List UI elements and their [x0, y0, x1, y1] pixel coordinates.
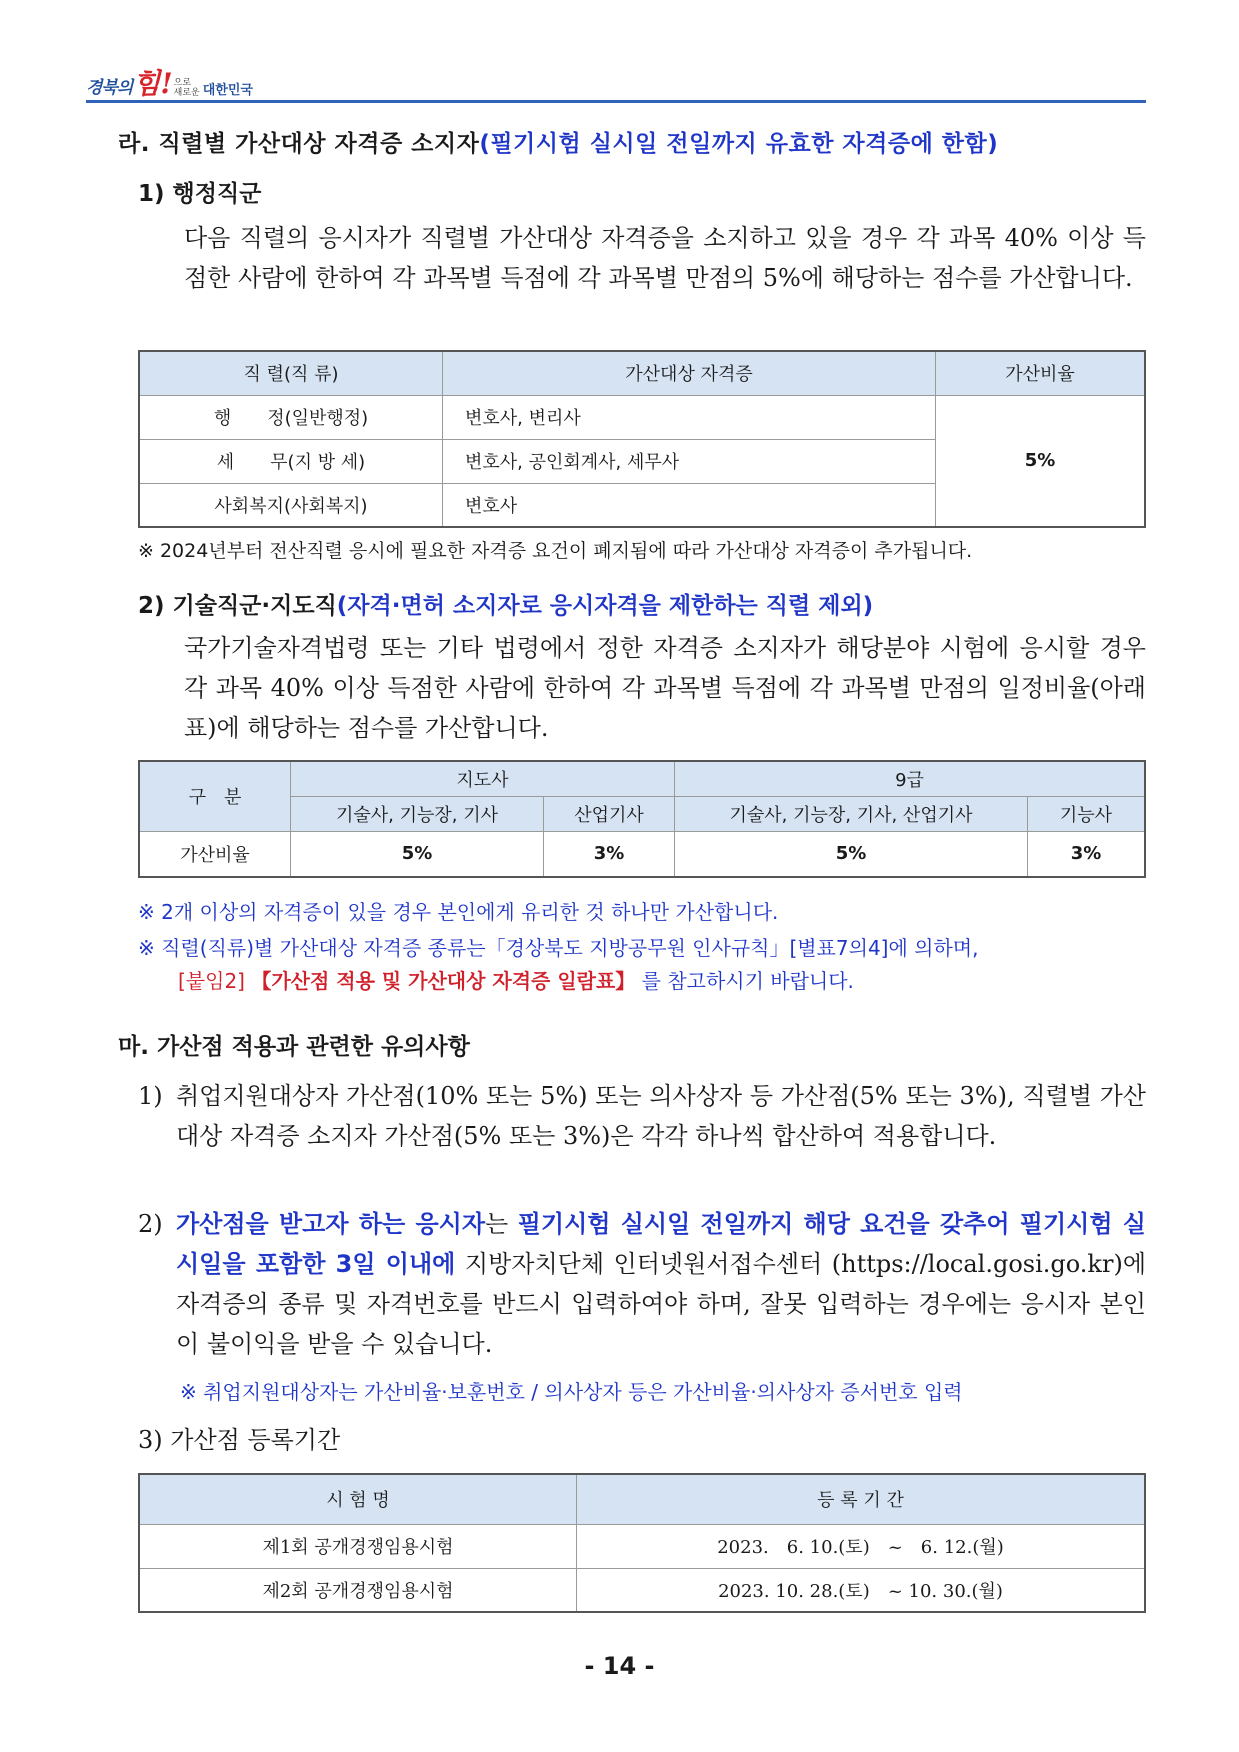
ma-item2: 가산점을 받고자 하는 응시자는 필기시험 실시일 전일까지 해당 요건을 갖추어 필기시험 실시일을 포함한 3일 이내에 지방자치단체 인터넷원서접수센터 (https://local.gosi.go.kr)에 자격증의 종류 및 자격번호를 반드시 입력하여야 하며, 잘못 입력하는 경우에는 응시자 본인이 불이익을 받을 수 있습니다.: [176, 1210, 1146, 1358]
registration-period-table: [138, 1473, 1146, 1613]
header-divider: [86, 100, 1146, 103]
sub1-note: ※ 2024년부터 전산직렬 응시에 필요한 자격증 요건이 폐지됨에 따라 가산대상 자격증이 추가됩니다.: [138, 540, 973, 562]
sub2-paragraph: 국가기술자격법령 또는 기타 법령에서 정한 자격증 소지자가 해당분야 시험에 응시할 경우 각 과목 40% 이상 득점한 사람에 한하여 각 과목별 득점에 각 과목별 만점의 일정비율(아래 표)에 해당하는 점수를 가산합니다.: [184, 634, 1146, 742]
logo-exclaim: 힘!: [133, 67, 173, 100]
page-number: - 14 -: [584, 1652, 655, 1680]
group-header-grade9: 9급: [675, 761, 1146, 796]
table-row: 제1회 공개경쟁임용시험 2023. 6. 10.(토) ~ 6. 12.(월): [139, 1524, 1145, 1568]
col-header-series: 직 렬(직 류): [139, 351, 443, 395]
sub2-note1: ※ 2개 이상의 자격증이 있을 경우 본인에게 유리한 것 하나만 가산합니다.: [138, 900, 779, 924]
section-ra-title: 라. 직렬별 가산대상 자격증 소지자(필기시험 실시일 전일까지 유효한 자격증에 한함): [118, 131, 999, 157]
sub1-title: 1) 행정직군: [138, 181, 262, 207]
logo-script-text: 경북의: [86, 78, 133, 98]
section-ma-title: 마. 가산점 적용과 관련한 유의사항: [118, 1034, 470, 1060]
col-header-rate: 가산비율: [936, 351, 1146, 395]
col-header-period: 등 록 기 간: [577, 1474, 1146, 1524]
admin-cert-table: [138, 350, 1146, 528]
col-header-exam: 시 험 명: [139, 1474, 577, 1524]
sub1-paragraph: 다음 직렬의 응시자가 직렬별 가산대상 자격증을 소지하고 있을 경우 각 과목 40% 이상 득점한 사람에 한하여 각 과목별 득점에 각 과목별 만점의 5%에 해당하는 점수를 가산합니다.: [184, 224, 1146, 292]
table-row: 제2회 공개경쟁임용시험 2023. 10. 28.(토) ~ 10. 30.(월): [139, 1568, 1145, 1612]
corner-header: 구 분: [139, 761, 291, 831]
tech-cert-table: 구 분 지도사 9급 기술사, 기능장, 기사 산업기사 기술사, 기능장, 기사, 산업기사 기능사 가산비율 5% 3% 5% 3%: [138, 760, 1146, 878]
rate-cell: 5%: [936, 395, 1146, 527]
group-header-guide: 지도사: [291, 761, 675, 796]
sub2-note2: ※ 직렬(직류)별 가산대상 자격증 종류는「경상북도 지방공무원 인사규칙」[별표7의4]에 의하며, [붙임2] 【가산점 적용 및 가산대상 자격증 일람표】 를 참고하시기 바랍니다.: [138, 936, 979, 993]
table-row: 사회복지(사회복지) 변호사: [139, 483, 1145, 527]
col-header-cert: 가산대상 자격증: [443, 351, 936, 395]
table-row: 가산비율 5% 3% 5% 3%: [139, 831, 1145, 877]
sub2-title: 2) 기술직군·지도직(자격·면허 소지자로 응시자격을 제한하는 직렬 제외): [138, 593, 874, 619]
ma-item1: 취업지원대상자 가산점(10% 또는 5%) 또는 의사상자 등 가산점(5% 또는 3%), 직렬별 가산대상 자격증 소지자 가산점(5% 또는 3%)은 각각 하나씩 합산하여 적용합니다.: [176, 1082, 1146, 1150]
logo-nation-text: 대한민국: [202, 83, 253, 98]
logo-small-stack: 으로 새로운: [173, 78, 200, 98]
gyeongbuk-logo: [86, 62, 253, 98]
table-row: 행 정(일반행정) 변호사, 변리사 5%: [139, 395, 1145, 439]
ma-item3: 3) 가산점 등록기간: [138, 1426, 341, 1454]
ma-item2-note: ※ 취업지원대상자는 가산비율·보훈번호 / 의사상자 등은 가산비율·의사상자 증서번호 입력: [180, 1380, 963, 1404]
table-row: 세 무(지 방 세) 변호사, 공인회계사, 세무사: [139, 439, 1145, 483]
